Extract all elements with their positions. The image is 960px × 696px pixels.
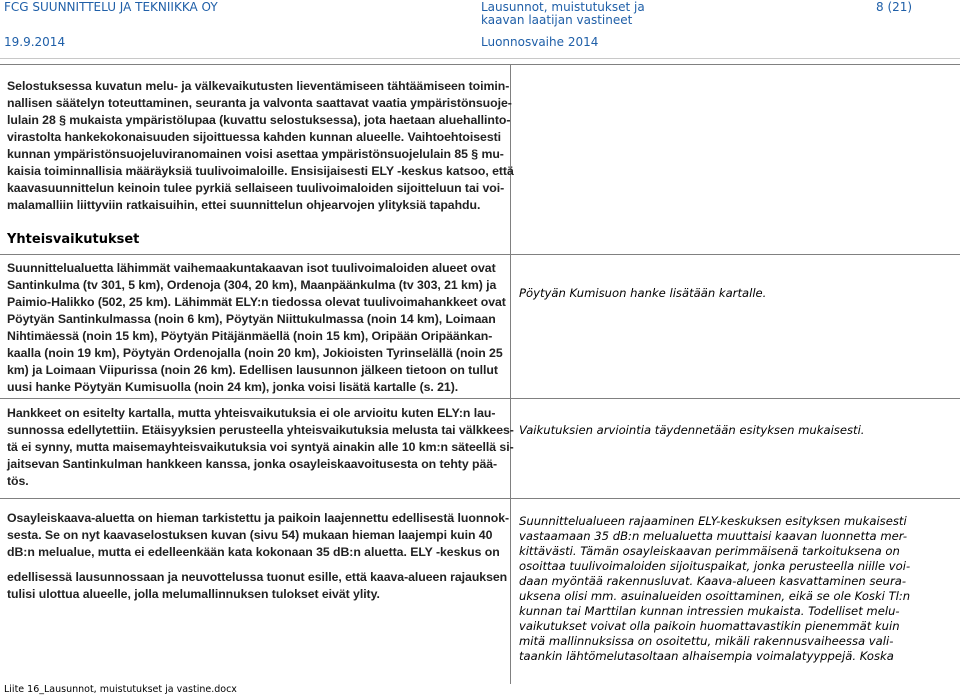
statement-line: malamalliin liittyviin ratkaisuihin, ettei suunnittelun ohjearvojen ylityksiä tapahdu.	[7, 198, 481, 212]
statement-line: Pöytyän Santinkulmassa (noin 6 km), Pöytyän Niittukulmassa (noin 14 km), Loimaan	[7, 312, 496, 326]
statement-text-cumulative-impacts	[7, 405, 514, 490]
response-line: mitä mallinnuksissa on osoitettu, mikäli rakennusvaiheessa vali-	[519, 634, 894, 648]
response-line: vaikutukset voivat olla paikoin huomattavastikin pienemmät kuin	[519, 619, 900, 633]
statement-text-nearby-projects	[7, 260, 506, 396]
statement-text-noise	[7, 78, 514, 214]
response-line: taankin lähtömelutasoltaan alhaisempia voimalatyyppejä. Koska	[519, 649, 894, 663]
statement-line: nallisen säätelyn toteuttaminen, seuranta ja valvonta saattavat vaatia ympäristönsuoje-	[7, 96, 512, 110]
document-phase: Luonnosvaihe 2014	[481, 35, 599, 49]
response-line: osoittaa tuulivoimaloiden sijoituspaikat, jonka perusteella niille voi-	[519, 559, 911, 573]
response-line: Suunnittelualueen rajaaminen ELY-keskuksen esityksen mukaisesti	[519, 514, 907, 528]
document-title-line1: Lausunnot, muistutukset ja	[481, 0, 645, 14]
response-line: kittävästi. Tämän osayleiskaavan perimmäisenä tarkoituksena on	[519, 544, 900, 558]
company-name: FCG SUUNNITTELU JA TEKNIIKKA OY	[4, 0, 218, 14]
section-heading: Yhteisvaikutukset	[7, 232, 140, 247]
response-line: kunnan tai Marttilan kunnan intressien mukaista. Todelliset melu-	[519, 604, 900, 618]
footer-filename: Liite 16_Lausunnot, muistutukset ja vastine.docx	[4, 684, 237, 695]
header-rule	[0, 58, 960, 59]
response-line: uksena olisi mm. asuinalueiden osoittaminen, eikä se ole Koski Tl:n	[519, 589, 911, 603]
statement-line: sunnossa edellytettiin. Etäisyyksien perusteella yhteisvaikutuksia melusta tai välkkees-	[7, 423, 514, 437]
statement-line	[7, 561, 509, 569]
statement-line: kaavasuunnittelun keinoin tulee pyrkiä sellaiseen tuulivoimaloiden sijoitteluun tai voi-	[7, 181, 505, 195]
statement-line: Hankkeet on esitelty kartalla, mutta yhteisvaikutuksia ei ole arvioitu kuten ELY:n lau-	[7, 406, 496, 420]
statement-line: sesta. Se on nyt kaavaselostuksen kuvan (sivu 54) mukaan hieman laajempi kuin 40	[7, 528, 493, 542]
row-divider	[0, 498, 960, 499]
response-line: vastaamaan 35 dB:n melualuetta muuttaisi kaavan luonnetta mer-	[519, 529, 908, 543]
statement-line: Suunnittelualuetta lähimmät vaihemaakuntakaavan isot tuulivoimaloiden alueet ovat	[7, 261, 496, 275]
row-divider	[0, 64, 960, 65]
statement-line: jaitsevan Santinkulman hankkeen kanssa, jonka osayleiskaavoitusesta on tehty pää-	[7, 457, 498, 471]
response-text: Vaikutuksien arviointia täydennetään esityksen mukaisesti.	[519, 423, 865, 437]
statement-line: dB:n melualue, mutta ei edelleenkään kata kokonaan 35 dB:n aluetta. ELY -keskus on	[7, 545, 500, 559]
statement-line: tä ei synny, mutta maisemayhteisvaikutuksia voi syntyä ainakin alle 10 km:n säteellä si-	[7, 440, 514, 454]
statement-line: kaisia toiminnallisia määräyksiä tuulivoimaloille. Ensisijaisesti ELY -keskus katsoo, että	[7, 164, 514, 178]
statement-line: virastolta hankekokonaisuuden sijoittuessa kahden kunnan alueelle. Vaihtoehtoisesti	[7, 130, 502, 144]
statement-line: Nihtimäessä (noin 15 km), Pöytyän Pitäjänmäellä (noin 15 km), Oripään Oripäänkan-	[7, 329, 493, 343]
response-line: daan myöntää rakennusluvat. Kaava-alueen kasvattaminen seura-	[519, 574, 907, 588]
document-title-line2: kaavan laatijan vastineet	[481, 13, 633, 27]
statement-line: Santinkulma (tv 301, 5 km), Ordenoja (304, 20 km), Maanpäänkulma (tv 303, 21 km) ja	[7, 278, 497, 292]
statement-line: tös.	[7, 474, 29, 488]
statement-line: lulain 28 § mukaista ympäristölupaa (kuvattu selostuksessa), jota haetaan aluehallinto-	[7, 113, 511, 127]
statement-line: edellisessä lausunnossaan ja neuvottelussa tuonut esille, että kaava-alueen rajauksen	[7, 570, 508, 584]
statement-line: Selostuksessa kuvatun melu- ja välkevaikutusten lieventämiseen tähtäämiseen toimin-	[7, 79, 510, 93]
row-divider	[0, 254, 960, 255]
statement-line: Paimio-Halikko (502, 25 km). Lähimmät ELY:n tiedossa olevat tuulivoimahankkeet ovat	[7, 295, 506, 309]
statement-text-plan-area	[7, 510, 509, 603]
statement-line: kaalla (noin 19 km), Pöytyän Ordenojalla (noin 20 km), Jokioisten Tyrinselällä (noin 25	[7, 346, 503, 360]
statement-line: tulisi ulottua alueelle, jolla melumallinnuksen tulokset eivät ylity.	[7, 587, 380, 601]
statement-line: uusi hanke Pöytyän Kumisuolla (noin 24 km), jonka voisi lisätä kartalle (s. 21).	[7, 380, 459, 394]
row-divider	[0, 398, 960, 399]
response-text-plan-area	[519, 514, 952, 664]
page-number: 8 (21)	[876, 0, 913, 14]
response-text: Pöytyän Kumisuon hanke lisätään kartalle.	[519, 286, 767, 300]
statement-line: Osayleiskaava-aluetta on hieman tarkistettu ja paikoin laajennettu edellisestä luonnok-	[7, 511, 510, 525]
statement-line: km) ja Loimaan Viipurissa (noin 26 km). Edellisen lausunnon jälkeen tietoon on tullut	[7, 363, 498, 377]
statement-line: kunnan ympäristönsuojeluviranomainen voisi asettaa ympäristönsuojelulain 85 § mu-	[7, 147, 504, 161]
document-date: 19.9.2014	[4, 35, 66, 49]
